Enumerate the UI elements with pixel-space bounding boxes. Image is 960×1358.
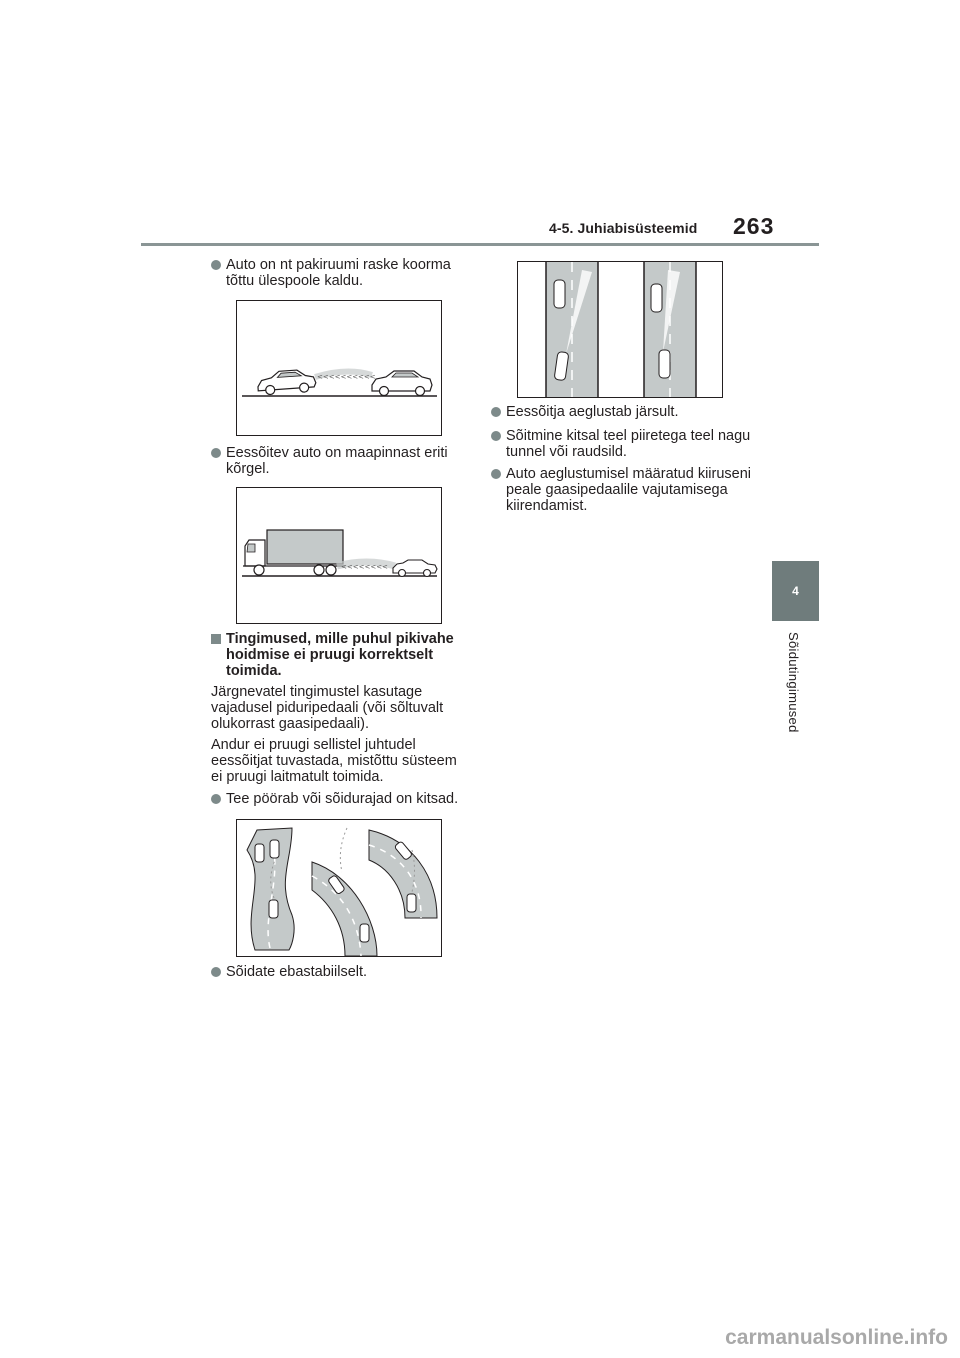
paragraph-2 <box>211 737 457 785</box>
text-line: ei pruugi laitmatult toimida. <box>211 769 384 785</box>
text-line: kiirendamist. <box>506 498 588 514</box>
subheading <box>211 631 454 679</box>
text-line: Tingimused, mille puhul pikivahe <box>226 631 454 647</box>
text-line: hoidmise ei pruugi korrektselt <box>226 647 434 663</box>
svg-text:<<<<<<<<<<: <<<<<<<<<< <box>317 373 376 381</box>
text-line: tõttu ülespoole kaldu. <box>226 273 364 289</box>
text-line: eessõitjat tuvastada, mistõttu süsteem <box>211 753 457 769</box>
bullet-sudden-deceleration <box>491 404 679 420</box>
header-rule <box>141 243 819 246</box>
text-line: peale gaasipedaalile vajutamisega <box>506 482 728 498</box>
text-line: kõrgel. <box>226 461 270 477</box>
text-line: toimida. <box>226 663 282 679</box>
text-line: Andur ei pruugi sellistel juhtudel <box>211 737 416 753</box>
text-line: Eessõitja aeglustab järsult. <box>506 404 679 420</box>
chapter-tab[interactable] <box>772 561 819 621</box>
text-line: Eessõitev auto on maapinnast eriti <box>226 445 448 461</box>
figure-tilted-car <box>236 300 442 436</box>
text-line: Järgnevatel tingimustel kasutage <box>211 684 423 700</box>
bullet-acceleration <box>491 466 751 514</box>
figure-truck <box>236 487 442 624</box>
watermark: carmanualsonline.info <box>725 1326 948 1349</box>
text-line: olukorrast gaasipedaali). <box>211 716 369 732</box>
paragraph-1 <box>211 684 443 732</box>
chapter-label: Sõidutingimused <box>786 632 801 733</box>
text-line: Auto aeglustumisel määratud kiiruseni <box>506 466 752 482</box>
bullet-high-clearance <box>211 445 448 477</box>
bullet-narrow-road <box>491 428 750 460</box>
section-title: 4-5. Juhiabisüsteemid <box>549 220 698 236</box>
text-line: Sõitmine kitsal teel piiretega teel nagu <box>506 428 751 444</box>
text-line: Sõidate ebastabiilselt. <box>226 964 368 980</box>
text-line: Auto on nt pakiruumi raske koorma <box>226 257 451 273</box>
svg-text:<<<<<<<<: <<<<<<<< <box>341 563 388 571</box>
figure-curved-roads <box>236 819 442 957</box>
bullet-curved-road <box>211 791 458 807</box>
text-line: Tee pöörab või sõidurajad on kitsad. <box>226 791 459 807</box>
figure-unstable-driving <box>517 261 723 398</box>
bullet-unstable-driving <box>211 964 367 980</box>
bullet-tilted-vehicle <box>211 257 451 289</box>
text-line: tunnel või raudsild. <box>506 444 627 460</box>
page-number: 263 <box>733 213 775 239</box>
chapter-number: 4 <box>792 584 799 598</box>
text-line: vajadusel piduripedaali (või sõltuvalt <box>211 700 444 716</box>
